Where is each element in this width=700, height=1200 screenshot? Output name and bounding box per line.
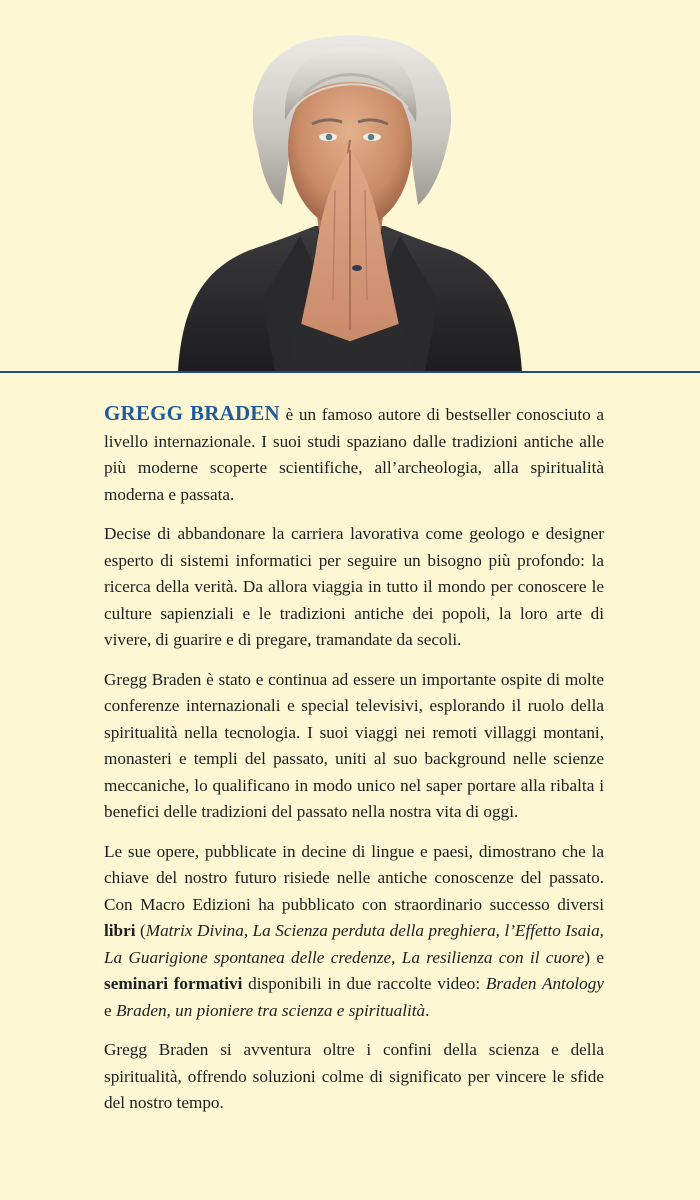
bio-paragraph-4-text-a: Le sue opere, pubblicate in decine di lingue e paesi, dimostrano che la chiave del nostro futuro risiede nelle antiche conoscenze del passato. Con Macro Edizioni ha pubblicato con straordinario successo diversi xyxy=(104,841,604,914)
bio-paragraph-1 xyxy=(104,400,604,508)
author-portrait xyxy=(0,0,700,372)
author-bio xyxy=(104,400,604,1130)
seminari-emphasis: seminari formativi xyxy=(104,974,243,993)
video-title-1: Braden Antology xyxy=(485,974,604,993)
bio-paragraph-4-text-c: ) e xyxy=(584,947,604,967)
bio-paragraph-3: Gregg Braden è stato e continua ad essere un importante ospite di molte conferenze internazionali e special televisivi, esplorando il ruolo della spiritualità nella tecnologia. I suoi viaggi nei remoti villaggi montani, monasteri e templi del passato, uniti al suo background nelle scienze meccaniche, lo qualificano in modo unico nel saper portare alla ribalta i benefici delle tradizioni del passato nella nostra vita di oggi. xyxy=(104,669,604,821)
bio-paragraph-4-text-b: ( xyxy=(135,921,146,940)
author-photo xyxy=(0,0,700,372)
bio-paragraph-4-text-f: . xyxy=(425,1000,430,1020)
divider-rule xyxy=(0,371,700,373)
bio-paragraph-4-text-e: e xyxy=(104,1000,116,1020)
bio-paragraph-1-text: è un famoso autore di bestseller conosciuto a livello internazionale. I suoi studi spaziano dalle tradizioni antiche alle più moderne scoperte scientifiche, all’archeologia, alla spiritualità moderna e passata. xyxy=(104,405,604,504)
bio-paragraph-2: Decise di abbandonare la carriera lavorativa come geologo e designer esperto di sistemi informatici per seguire un bisogno più profondo: la ricerca della verità. Da allora viaggia in tutto il mondo per conoscere le culture sapienziali e le tradizioni antiche dei popoli, la loro arte di vivere, di guarire e di pregare, tramandate da secoli. xyxy=(104,524,604,649)
bio-paragraph-4 xyxy=(104,839,604,1025)
video-title-2: Braden, un pioniere tra scienza e spiritualità xyxy=(115,1000,426,1020)
libri-emphasis: libri xyxy=(104,921,136,940)
bio-paragraph-4-text-d: disponibili in due raccolte video: xyxy=(242,974,486,993)
bio-paragraph-5: Gregg Braden si avventura oltre i confini della scienza e della spiritualità, offrendo soluzioni colme di significato per vincere le sfide del nostro tempo. xyxy=(104,1040,604,1112)
book-titles: Matrix Divina, La Scienza perduta della preghiera, l’Effetto Isaia, La Guarigione spontanea delle credenze, La resilienza con il cuore xyxy=(104,921,604,967)
author-name: GREGG BRADEN xyxy=(104,401,280,425)
